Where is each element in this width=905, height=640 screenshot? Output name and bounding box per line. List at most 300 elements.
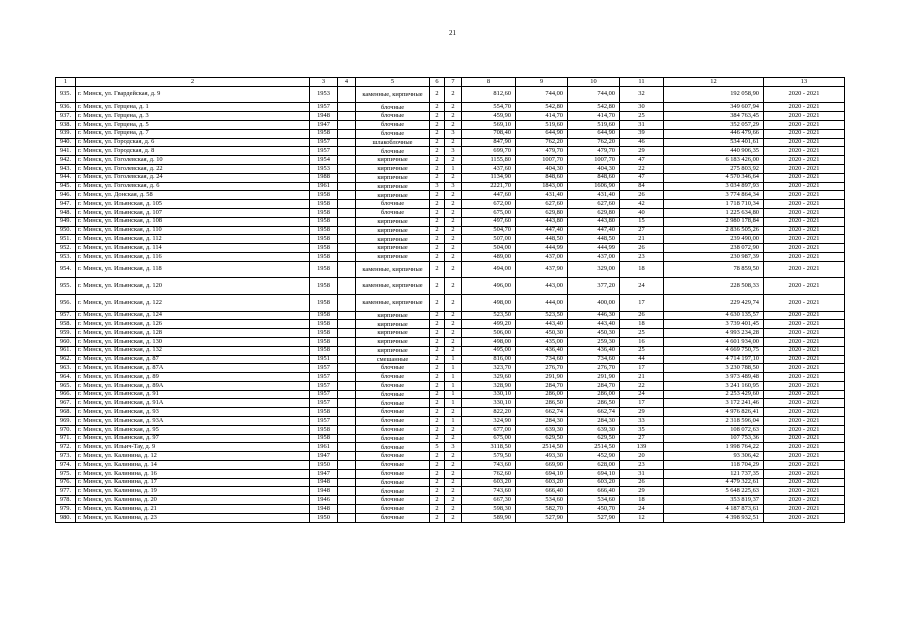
cell-cost: 446 479,66 <box>664 129 764 138</box>
cell-total-area: 459,90 <box>462 112 516 121</box>
cell-col-4 <box>338 505 356 514</box>
cell-entrances: 1 <box>445 164 462 173</box>
cell-total-area: 495,00 <box>462 346 516 355</box>
cell-living-area: 519,60 <box>516 120 568 129</box>
cell-entrances: 2 <box>445 294 462 311</box>
cell-address: г. Минск, ул. Ильянская, д. 132 <box>76 346 310 355</box>
cell-year: 1958 <box>310 311 338 320</box>
cell-wall-material: смешанные <box>356 355 430 364</box>
cell-wall-material: кирпичные <box>356 235 430 244</box>
cell-living-area: 694,10 <box>516 469 568 478</box>
cell-wall-material: каменные, кирпичные <box>356 86 430 103</box>
cell-floors: 2 <box>430 496 445 505</box>
cell-total-area: 523,50 <box>462 311 516 320</box>
cell-total-area: 708,40 <box>462 129 516 138</box>
cell-entrances: 1 <box>445 373 462 382</box>
cell-row-number: 952. <box>56 244 76 253</box>
cell-row-number: 948. <box>56 208 76 217</box>
cell-address: г. Минск, ул. Ильянская, д. 87 <box>76 355 310 364</box>
cell-row-number: 970. <box>56 425 76 434</box>
cell-living-area: 404,30 <box>516 164 568 173</box>
cell-area-owned: 284,70 <box>568 381 620 390</box>
cell-row-number: 976. <box>56 478 76 487</box>
cell-total-area: 667,30 <box>462 496 516 505</box>
cell-total-area: 847,90 <box>462 138 516 147</box>
cell-period: 2020 - 2021 <box>764 252 845 261</box>
cell-row-number: 978. <box>56 496 76 505</box>
cell-entrances: 1 <box>445 399 462 408</box>
cell-living-area: 284,70 <box>516 381 568 390</box>
cell-total-area: 323,70 <box>462 364 516 373</box>
cell-period: 2020 - 2021 <box>764 320 845 329</box>
cell-total-area: 324,90 <box>462 417 516 426</box>
cell-residents: 23 <box>620 252 664 261</box>
cell-col-4 <box>338 487 356 496</box>
cell-residents: 17 <box>620 399 664 408</box>
cell-row-number: 965. <box>56 381 76 390</box>
cell-total-area: 675,00 <box>462 434 516 443</box>
cell-residents: 18 <box>620 261 664 278</box>
cell-floors: 2 <box>430 129 445 138</box>
cell-row-number: 939. <box>56 129 76 138</box>
cell-entrances: 2 <box>445 487 462 496</box>
cell-wall-material: блочные <box>356 469 430 478</box>
cell-floors: 2 <box>430 294 445 311</box>
cell-floors: 2 <box>430 261 445 278</box>
cell-floors: 2 <box>430 164 445 173</box>
cell-cost: 108 072,63 <box>664 425 764 434</box>
cell-entrances: 3 <box>445 147 462 156</box>
cell-floors: 2 <box>430 364 445 373</box>
cell-year: 1958 <box>310 329 338 338</box>
cell-year: 1958 <box>310 244 338 253</box>
cell-row-number: 967. <box>56 399 76 408</box>
cell-period: 2020 - 2021 <box>764 173 845 182</box>
cell-period: 2020 - 2021 <box>764 120 845 129</box>
cell-col-4 <box>338 373 356 382</box>
cell-address: г. Минск, ул. Гоголевская, д. 10 <box>76 156 310 165</box>
table-row <box>56 261 845 278</box>
cell-row-number: 966. <box>56 390 76 399</box>
cell-year: 1958 <box>310 294 338 311</box>
cell-living-area: 629,80 <box>516 208 568 217</box>
cell-total-area: 504,00 <box>462 244 516 253</box>
cell-col-4 <box>338 208 356 217</box>
cell-cost: 93 306,42 <box>664 452 764 461</box>
cell-floors: 2 <box>430 208 445 217</box>
cell-address: г. Минск, ул. Ильянская, д. 97 <box>76 434 310 443</box>
cell-area-owned: 447,40 <box>568 226 620 235</box>
cell-floors: 2 <box>430 381 445 390</box>
cell-year: 1958 <box>310 434 338 443</box>
cell-floors: 2 <box>430 278 445 295</box>
cell-area-owned: 479,70 <box>568 147 620 156</box>
header-cell-entrances: 7 <box>445 78 462 87</box>
table-row <box>56 337 845 346</box>
cell-address: г. Минск, ул. Ильянская, д. 87А <box>76 364 310 373</box>
cell-residents: 25 <box>620 112 664 121</box>
cell-floors: 2 <box>430 173 445 182</box>
cell-col-4 <box>338 191 356 200</box>
cell-residents: 17 <box>620 294 664 311</box>
cell-living-area: 284,30 <box>516 417 568 426</box>
table-row <box>56 320 845 329</box>
cell-period: 2020 - 2021 <box>764 355 845 364</box>
cell-entrances: 3 <box>445 129 462 138</box>
cell-cost: 4 976 826,41 <box>664 408 764 417</box>
cell-year: 1957 <box>310 399 338 408</box>
cell-entrances: 3 <box>445 443 462 452</box>
cell-cost: 534 401,61 <box>664 138 764 147</box>
table-row <box>56 496 845 505</box>
cell-col-4 <box>338 452 356 461</box>
cell-residents: 24 <box>620 390 664 399</box>
cell-wall-material: блочные <box>356 364 430 373</box>
cell-period: 2020 - 2021 <box>764 244 845 253</box>
cell-living-area: 437,90 <box>516 261 568 278</box>
table-row <box>56 191 845 200</box>
cell-row-number: 957. <box>56 311 76 320</box>
cell-wall-material: блочные <box>356 381 430 390</box>
table-row <box>56 487 845 496</box>
cell-wall-material: блочные <box>356 373 430 382</box>
cell-cost: 238 072,90 <box>664 244 764 253</box>
cell-total-area: 589,90 <box>462 513 516 522</box>
cell-area-owned: 744,00 <box>568 86 620 103</box>
cell-residents: 29 <box>620 487 664 496</box>
cell-entrances: 2 <box>445 235 462 244</box>
cell-address: г. Минск, ул. Городская, д. 8 <box>76 147 310 156</box>
cell-residents: 44 <box>620 355 664 364</box>
cell-wall-material: кирпичные <box>356 346 430 355</box>
cell-year: 1957 <box>310 103 338 112</box>
cell-year: 1958 <box>310 337 338 346</box>
cell-floors: 2 <box>430 191 445 200</box>
table-header-row <box>56 78 845 87</box>
cell-total-area: 1134,90 <box>462 173 516 182</box>
table-row <box>56 173 845 182</box>
cell-floors: 2 <box>430 390 445 399</box>
cell-col-4 <box>338 252 356 261</box>
table-row <box>56 217 845 226</box>
cell-living-area: 542,80 <box>516 103 568 112</box>
cell-col-4 <box>338 120 356 129</box>
cell-row-number: 946. <box>56 191 76 200</box>
cell-wall-material: кирпичные <box>356 320 430 329</box>
cell-period: 2020 - 2021 <box>764 381 845 390</box>
header-cell-living-area: 9 <box>516 78 568 87</box>
cell-period: 2020 - 2021 <box>764 182 845 191</box>
cell-total-area: 699,70 <box>462 147 516 156</box>
cell-wall-material: каменные, кирпичные <box>356 278 430 295</box>
cell-residents: 26 <box>620 244 664 253</box>
table-row <box>56 381 845 390</box>
cell-wall-material: блочные <box>356 443 430 452</box>
cell-address: г. Минск, ул. Герцена, д. 5 <box>76 120 310 129</box>
cell-area-owned: 444,99 <box>568 244 620 253</box>
table-row <box>56 452 845 461</box>
header-cell-wall-material: 5 <box>356 78 430 87</box>
cell-living-area: 644,90 <box>516 129 568 138</box>
cell-area-owned: 1606,90 <box>568 182 620 191</box>
cell-floors: 2 <box>430 156 445 165</box>
cell-residents: 29 <box>620 408 664 417</box>
cell-total-area: 498,00 <box>462 337 516 346</box>
cell-floors: 2 <box>430 217 445 226</box>
cell-wall-material: блочные <box>356 103 430 112</box>
cell-entrances: 3 <box>445 182 462 191</box>
cell-total-area: 437,60 <box>462 164 516 173</box>
cell-cost: 353 819,37 <box>664 496 764 505</box>
cell-residents: 33 <box>620 417 664 426</box>
table-row <box>56 156 845 165</box>
table-row <box>56 513 845 522</box>
cell-floors: 2 <box>430 408 445 417</box>
cell-wall-material: кирпичные <box>356 226 430 235</box>
cell-living-area: 666,40 <box>516 487 568 496</box>
cell-area-owned: 452,90 <box>568 452 620 461</box>
table-row <box>56 399 845 408</box>
cell-period: 2020 - 2021 <box>764 278 845 295</box>
cell-cost: 2 980 178,84 <box>664 217 764 226</box>
table-row <box>56 355 845 364</box>
cell-cost: 4 630 135,57 <box>664 311 764 320</box>
cell-wall-material: блочные <box>356 434 430 443</box>
cell-living-area: 286,00 <box>516 390 568 399</box>
cell-floors: 2 <box>430 461 445 470</box>
cell-area-owned: 443,40 <box>568 320 620 329</box>
cell-area-owned: 662,74 <box>568 408 620 417</box>
cell-total-area: 598,30 <box>462 505 516 514</box>
cell-total-area: 822,20 <box>462 408 516 417</box>
cell-period: 2020 - 2021 <box>764 329 845 338</box>
cell-entrances: 2 <box>445 461 462 470</box>
table-row <box>56 408 845 417</box>
cell-entrances: 2 <box>445 103 462 112</box>
cell-cost: 3 973 489,48 <box>664 373 764 382</box>
cell-residents: 139 <box>620 443 664 452</box>
cell-year: 1957 <box>310 138 338 147</box>
cell-area-owned: 329,00 <box>568 261 620 278</box>
cell-living-area: 744,00 <box>516 86 568 103</box>
cell-total-area: 743,60 <box>462 461 516 470</box>
cell-address: г. Минск, ул. Донская, д. 58 <box>76 191 310 200</box>
cell-area-owned: 666,40 <box>568 487 620 496</box>
cell-row-number: 968. <box>56 408 76 417</box>
cell-area-owned: 377,20 <box>568 278 620 295</box>
cell-row-number: 938. <box>56 120 76 129</box>
cell-period: 2020 - 2021 <box>764 364 845 373</box>
cell-year: 1957 <box>310 417 338 426</box>
cell-residents: 27 <box>620 434 664 443</box>
cell-wall-material: блочные <box>356 417 430 426</box>
cell-total-area: 675,00 <box>462 208 516 217</box>
cell-col-4 <box>338 173 356 182</box>
cell-period: 2020 - 2021 <box>764 200 845 209</box>
cell-entrances: 2 <box>445 261 462 278</box>
cell-residents: 47 <box>620 173 664 182</box>
cell-cost: 3 739 401,45 <box>664 320 764 329</box>
cell-period: 2020 - 2021 <box>764 452 845 461</box>
cell-col-4 <box>338 320 356 329</box>
cell-row-number: 943. <box>56 164 76 173</box>
cell-year: 1958 <box>310 408 338 417</box>
cell-row-number: 951. <box>56 235 76 244</box>
header-cell-area-owned: 10 <box>568 78 620 87</box>
cell-cost: 4 570 346,64 <box>664 173 764 182</box>
cell-row-number: 958. <box>56 320 76 329</box>
cell-area-owned: 414,70 <box>568 112 620 121</box>
cell-floors: 2 <box>430 200 445 209</box>
cell-wall-material: блочные <box>356 496 430 505</box>
cell-cost: 3 172 241,46 <box>664 399 764 408</box>
cell-period: 2020 - 2021 <box>764 112 845 121</box>
cell-total-area: 816,00 <box>462 355 516 364</box>
cell-residents: 20 <box>620 452 664 461</box>
cell-wall-material: кирпичные <box>356 164 430 173</box>
cell-year: 1958 <box>310 278 338 295</box>
cell-living-area: 762,20 <box>516 138 568 147</box>
cell-period: 2020 - 2021 <box>764 461 845 470</box>
cell-year: 1958 <box>310 129 338 138</box>
cell-period: 2020 - 2021 <box>764 337 845 346</box>
cell-residents: 24 <box>620 278 664 295</box>
cell-year: 1947 <box>310 469 338 478</box>
cell-entrances: 2 <box>445 156 462 165</box>
cell-floors: 2 <box>430 337 445 346</box>
cell-area-owned: 527,90 <box>568 513 620 522</box>
cell-area-owned: 519,60 <box>568 120 620 129</box>
cell-col-4 <box>338 129 356 138</box>
cell-residents: 18 <box>620 320 664 329</box>
cell-period: 2020 - 2021 <box>764 434 845 443</box>
cell-col-4 <box>338 261 356 278</box>
table-row <box>56 390 845 399</box>
cell-residents: 31 <box>620 469 664 478</box>
cell-cost: 5 648 225,63 <box>664 487 764 496</box>
cell-floors: 2 <box>430 311 445 320</box>
cell-residents: 32 <box>620 86 664 103</box>
cell-floors: 2 <box>430 103 445 112</box>
cell-area-owned: 404,30 <box>568 164 620 173</box>
cell-wall-material: блочные <box>356 478 430 487</box>
cell-row-number: 955. <box>56 278 76 295</box>
cell-address: г. Минск, ул. Калинина, д. 17 <box>76 478 310 487</box>
cell-address: г. Минск, ул. Ильянская, д. 124 <box>76 311 310 320</box>
cell-living-area: 435,00 <box>516 337 568 346</box>
cell-entrances: 2 <box>445 278 462 295</box>
cell-address: г. Минск, ул. Калинина, д. 14 <box>76 461 310 470</box>
cell-cost: 4 669 750,75 <box>664 346 764 355</box>
cell-col-4 <box>338 147 356 156</box>
table-row <box>56 129 845 138</box>
cell-address: г. Минск, ул. Ильянская, д. 110 <box>76 226 310 235</box>
cell-wall-material: кирпичные <box>356 173 430 182</box>
cell-wall-material: блочные <box>356 452 430 461</box>
cell-entrances: 1 <box>445 355 462 364</box>
cell-year: 1950 <box>310 513 338 522</box>
cell-address: г. Минск, ул. Ильянская, д. 91А <box>76 399 310 408</box>
cell-address: г. Минск, ул. Ильянская, д. 93 <box>76 408 310 417</box>
header-cell-year: 3 <box>310 78 338 87</box>
cell-year: 1947 <box>310 120 338 129</box>
table-row <box>56 120 845 129</box>
cell-address: г. Минск, ул. Герцена, д. 7 <box>76 129 310 138</box>
cell-col-4 <box>338 112 356 121</box>
cell-area-owned: 762,20 <box>568 138 620 147</box>
header-cell-address: 2 <box>76 78 310 87</box>
cell-cost: 349 607,94 <box>664 103 764 112</box>
cell-floors: 2 <box>430 469 445 478</box>
cell-living-area: 603,20 <box>516 478 568 487</box>
cell-year: 1948 <box>310 505 338 514</box>
cell-floors: 2 <box>430 513 445 522</box>
cell-address: г. Минск, ул. Ильянская, д. 114 <box>76 244 310 253</box>
cell-total-area: 497,60 <box>462 217 516 226</box>
cell-address: г. Минск, ул. Ильянская, д. 93А <box>76 417 310 426</box>
cell-address: г. Минск, ул. Ильянская, д. 126 <box>76 320 310 329</box>
cell-address: г. Минск, ул. Калинина, д. 23 <box>76 513 310 522</box>
cell-total-area: 496,00 <box>462 278 516 295</box>
cell-year: 1958 <box>310 226 338 235</box>
cell-row-number: 974. <box>56 461 76 470</box>
cell-col-4 <box>338 408 356 417</box>
cell-living-area: 443,80 <box>516 217 568 226</box>
cell-entrances: 2 <box>445 200 462 209</box>
cell-year: 1950 <box>310 461 338 470</box>
cell-residents: 22 <box>620 381 664 390</box>
cell-row-number: 936. <box>56 103 76 112</box>
table-row <box>56 373 845 382</box>
cell-col-4 <box>338 346 356 355</box>
cell-cost: 352 057,29 <box>664 120 764 129</box>
cell-total-area: 672,00 <box>462 200 516 209</box>
cell-residents: 31 <box>620 120 664 129</box>
cell-area-owned: 284,30 <box>568 417 620 426</box>
cell-col-4 <box>338 434 356 443</box>
cell-area-owned: 446,30 <box>568 311 620 320</box>
cell-col-4 <box>338 235 356 244</box>
header-cell-col-4: 4 <box>338 78 356 87</box>
cell-period: 2020 - 2021 <box>764 261 845 278</box>
table-row <box>56 112 845 121</box>
cell-cost: 229 429,74 <box>664 294 764 311</box>
table-row <box>56 346 845 355</box>
cell-row-number: 971. <box>56 434 76 443</box>
cell-col-4 <box>338 469 356 478</box>
cell-floors: 2 <box>430 487 445 496</box>
cell-wall-material: блочные <box>356 408 430 417</box>
cell-floors: 2 <box>430 425 445 434</box>
cell-wall-material: блочные <box>356 112 430 121</box>
cell-row-number: 963. <box>56 364 76 373</box>
cell-floors: 2 <box>430 478 445 487</box>
cell-floors: 2 <box>430 505 445 514</box>
cell-address: г. Минск, ул. Городская, д. 6 <box>76 138 310 147</box>
cell-address: г. Минск, ул. Ильянская, д. 130 <box>76 337 310 346</box>
cell-year: 1948 <box>310 112 338 121</box>
table-row <box>56 138 845 147</box>
cell-residents: 26 <box>620 478 664 487</box>
cell-col-4 <box>338 278 356 295</box>
cell-residents: 30 <box>620 103 664 112</box>
cell-period: 2020 - 2021 <box>764 164 845 173</box>
cell-entrances: 2 <box>445 252 462 261</box>
cell-residents: 35 <box>620 425 664 434</box>
cell-cost: 6 183 426,00 <box>664 156 764 165</box>
cell-wall-material: шлакоблочные <box>356 138 430 147</box>
cell-row-number: 969. <box>56 417 76 426</box>
